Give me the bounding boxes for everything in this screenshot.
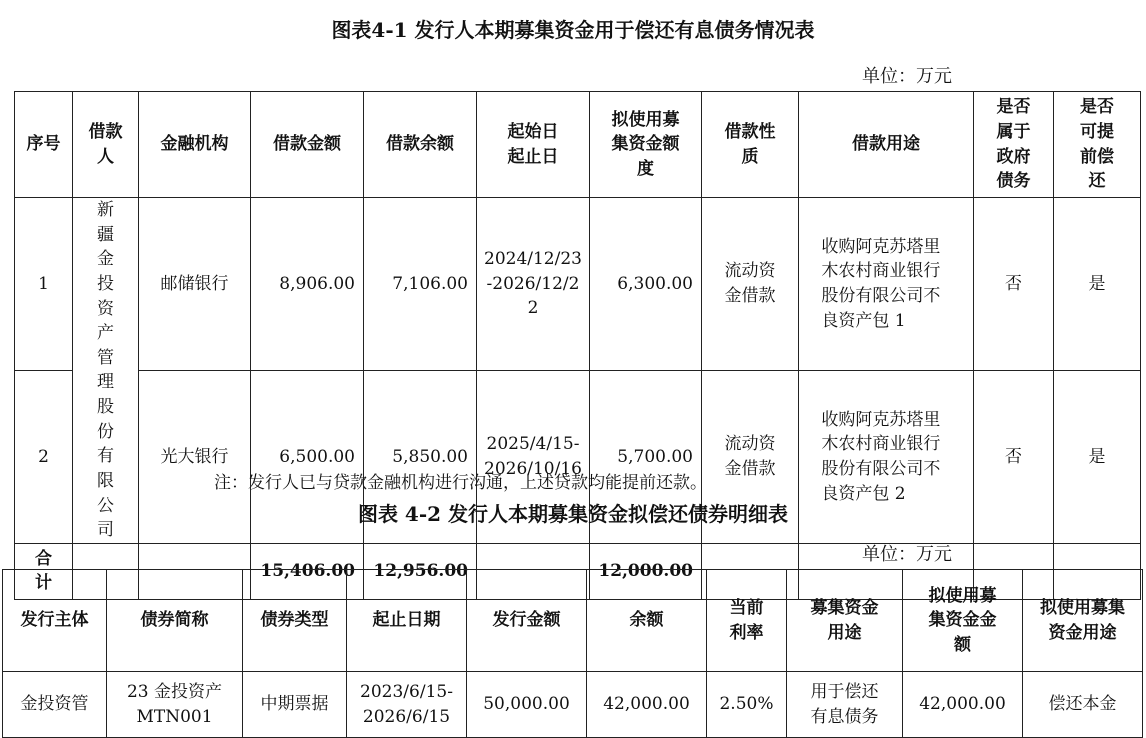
header-use: 募集资金用途 <box>787 570 903 672</box>
t2-short-name: 23 金投资产MTN001 <box>107 672 243 738</box>
row2-nature: 流动资金借款 <box>702 370 799 543</box>
row2-bank: 光大银行 <box>139 370 251 543</box>
total-planned: 12,000.00 <box>590 543 702 599</box>
table1-unit: 单位：万元 <box>862 66 952 87</box>
header-period: 起止日期 <box>347 570 467 672</box>
row1-balance: 7,106.00 <box>364 198 477 371</box>
header-purpose: 借款用途 <box>799 92 974 198</box>
row2-balance: 5,850.00 <box>364 370 477 543</box>
row1-no: 1 <box>15 198 73 371</box>
table2-header-row <box>3 570 1143 672</box>
t2-period: 2023/6/15-2026/6/15 <box>347 672 467 738</box>
table-row <box>3 672 1143 738</box>
t2-balance: 42,000.00 <box>587 672 707 738</box>
header-issuer: 发行主体 <box>3 570 107 672</box>
row1-gov: 否 <box>974 198 1054 371</box>
borrower-cell: 新疆金投资产管理股份有限公司 <box>73 198 139 544</box>
header-amount: 借款金额 <box>251 92 364 198</box>
t2-rate: 2.50% <box>707 672 787 738</box>
row2-period: 2025/4/15-2026/10/16 <box>477 370 590 543</box>
row2-planned: 5,700.00 <box>590 370 702 543</box>
header-nature: 借款性质 <box>702 92 799 198</box>
row1-amount: 8,906.00 <box>251 198 364 371</box>
header-issue-amount: 发行金额 <box>467 570 587 672</box>
total-amount: 15,406.00 <box>251 543 364 599</box>
t2-issue-amount: 50,000.00 <box>467 672 587 738</box>
header-short-name: 债券简称 <box>107 570 243 672</box>
row2-amount: 6,500.00 <box>251 370 364 543</box>
header-no: 序号 <box>15 92 73 198</box>
table2-unit: 单位：万元 <box>862 544 952 565</box>
header-balance: 借款余额 <box>364 92 477 198</box>
total-label: 合计 <box>15 543 73 599</box>
row1-bank: 邮储银行 <box>139 198 251 371</box>
row2-prepay: 是 <box>1054 370 1141 543</box>
t2-planned-use: 偿还本金 <box>1023 672 1143 738</box>
row2-no: 2 <box>15 370 73 543</box>
row1-planned: 6,300.00 <box>590 198 702 371</box>
header-balance: 余额 <box>587 570 707 672</box>
row1-nature: 流动资金借款 <box>702 198 799 371</box>
table-row <box>15 198 1141 371</box>
header-type: 债券类型 <box>243 570 347 672</box>
row1-period: 2024/12/23-2026/12/22 <box>477 198 590 371</box>
header-rate: 当前利率 <box>707 570 787 672</box>
total-balance: 12,956.00 <box>364 543 477 599</box>
header-bank: 金融机构 <box>139 92 251 198</box>
header-planned-use: 拟使用募集资金用途 <box>1023 570 1143 672</box>
row1-prepay: 是 <box>1054 198 1141 371</box>
t2-use: 用于偿还有息债务 <box>787 672 903 738</box>
table1-header-row <box>15 92 1141 198</box>
header-planned: 拟使用募集资金金额 <box>903 570 1023 672</box>
header-gov: 是否属于政府债务 <box>974 92 1054 198</box>
table1-note: 注：发行人已与贷款金融机构进行沟通，上述贷款均能提前还款。 <box>214 473 707 493</box>
row2-purpose: 收购阿克苏塔里木农村商业银行股份有限公司不良资产包 2 <box>799 370 974 543</box>
row1-purpose: 收购阿克苏塔里木农村商业银行股份有限公司不良资产包 1 <box>799 198 974 371</box>
table1-title: 图表4-1 发行人本期募集资金用于偿还有息债务情况表 <box>331 18 815 42</box>
header-planned: 拟使用募集资金额度 <box>590 92 702 198</box>
header-borrower: 借款人 <box>73 92 139 198</box>
t2-planned: 42,000.00 <box>903 672 1023 738</box>
table2 <box>2 569 1143 738</box>
header-period: 起始日起止日 <box>477 92 590 198</box>
row2-gov: 否 <box>974 370 1054 543</box>
header-prepay: 是否可提前偿还 <box>1054 92 1141 198</box>
t2-issuer: 金投资管 <box>3 672 107 738</box>
t2-type: 中期票据 <box>243 672 347 738</box>
table2-title: 图表 4-2 发行人本期募集资金拟偿还债券明细表 <box>357 502 789 526</box>
